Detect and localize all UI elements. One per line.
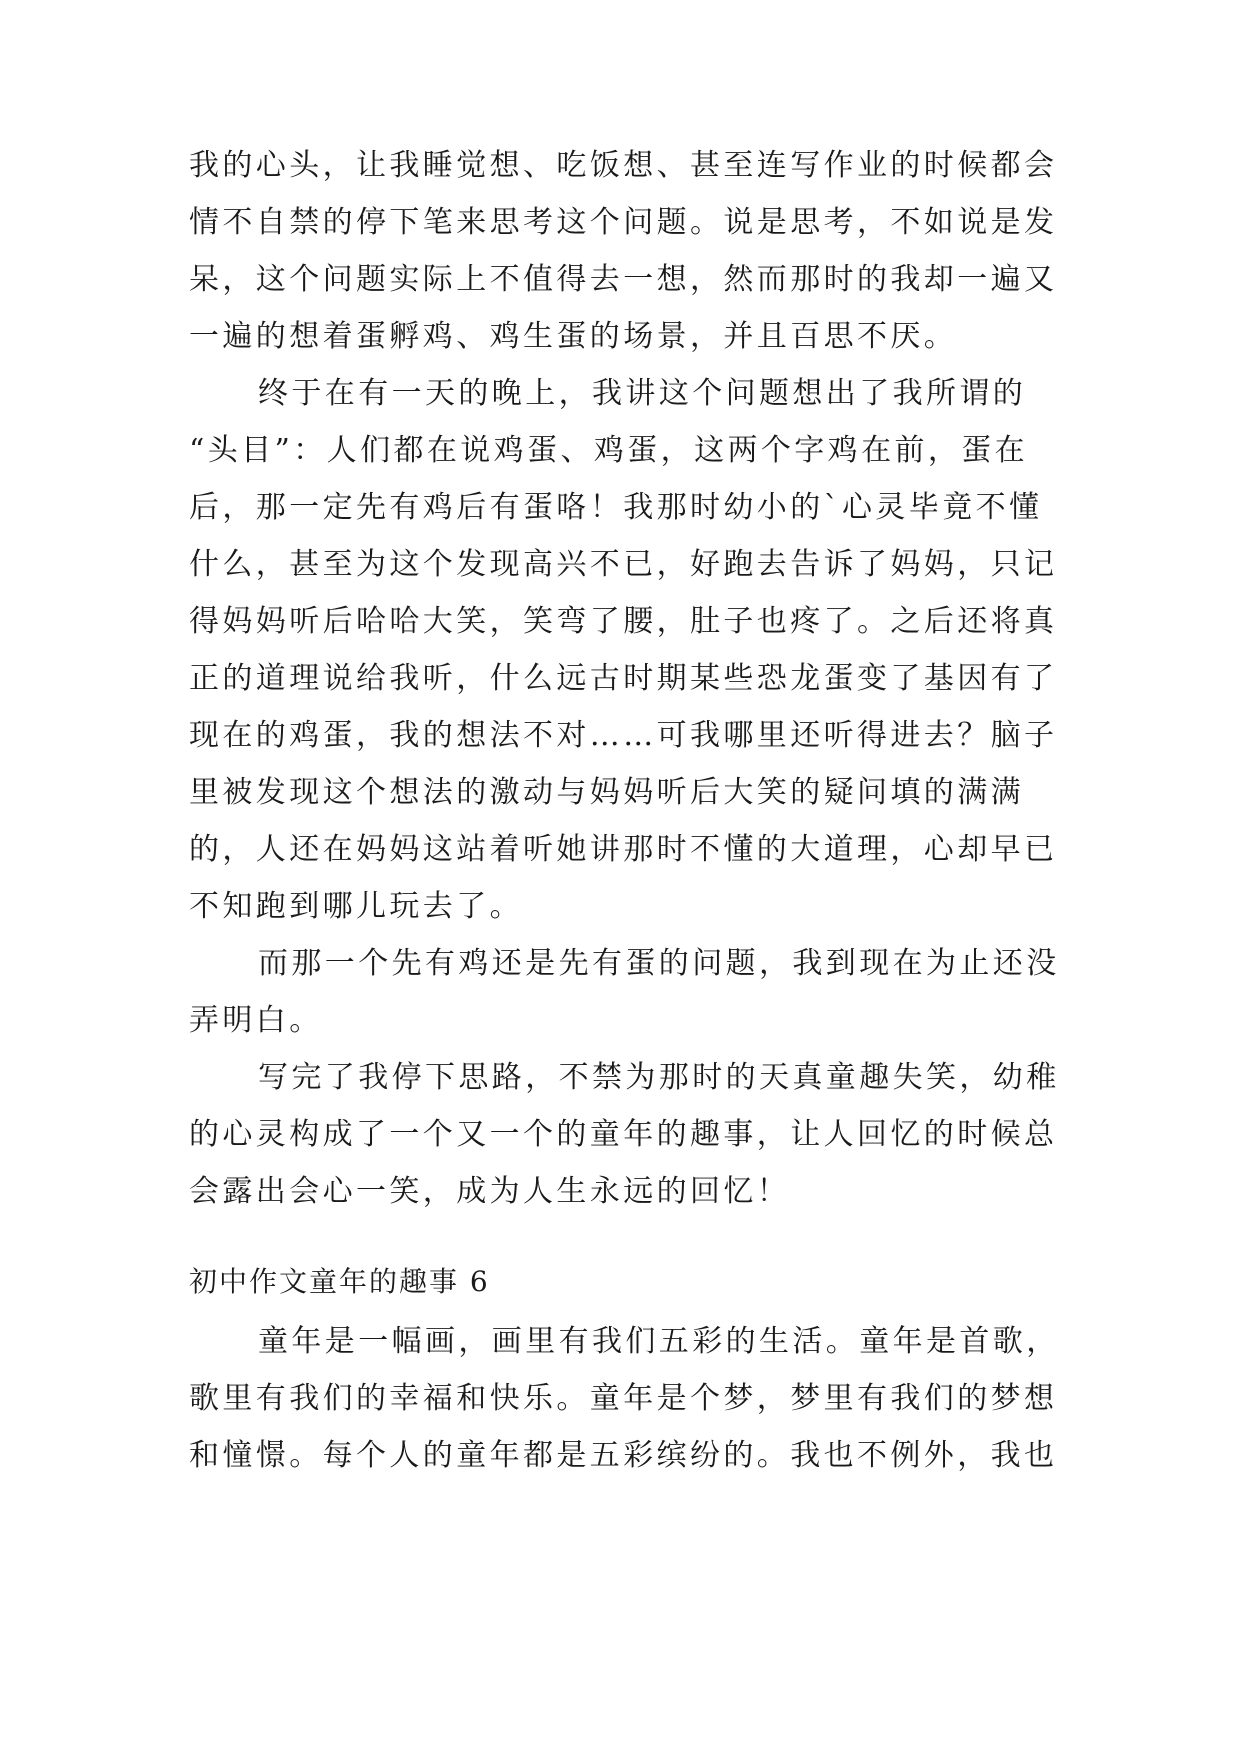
text-line: 的，人还在妈妈这站着听她讲那时不懂的大道理，心却早已	[189, 832, 1058, 867]
text-line: 我的心头，让我睡觉想、吃饭想、甚至连写作业的时候都会	[189, 148, 1058, 183]
paragraph-first-line: 终于在有一天的晚上，我讲这个问题想出了我所谓的	[258, 376, 1027, 411]
paragraph-first-line: 而那一个先有鸡还是先有蛋的问题，我到现在为止还没	[258, 946, 1060, 981]
text-line: 歌里有我们的幸福和快乐。童年是个梦，梦里有我们的梦想	[189, 1381, 1058, 1416]
text-line: 后，那一定先有鸡后有蛋咯！我那时幼小的`心灵毕竟不懂	[189, 490, 1043, 525]
paragraph-first-line: 童年是一幅画，画里有我们五彩的生活。童年是首歌，	[258, 1324, 1060, 1359]
section-heading: 初中作文童年的趣事 6	[189, 1265, 490, 1298]
text-line: 不知跑到哪儿玩去了。	[189, 889, 523, 924]
text-line: 会露出会心一笑，成为人生永远的回忆！	[189, 1174, 791, 1209]
text-line: “头目”：人们都在说鸡蛋、鸡蛋，这两个字鸡在前，蛋在	[189, 433, 1029, 468]
text-line: 正的道理说给我听，什么远古时期某些恐龙蛋变了基因有了	[189, 661, 1058, 696]
text-line: 什么，甚至为这个发现高兴不已，好跑去告诉了妈妈，只记	[189, 547, 1058, 582]
text-line: 情不自禁的停下笔来思考这个问题。说是思考，不如说是发	[189, 205, 1058, 240]
text-line: 和憧憬。每个人的童年都是五彩缤纷的。我也不例外，我也	[189, 1438, 1058, 1473]
text-line: 得妈妈听后哈哈大笑，笑弯了腰，肚子也疼了。之后还将真	[189, 604, 1058, 639]
paragraph-first-line: 写完了我停下思路，不禁为那时的天真童趣失笑，幼稚	[258, 1060, 1060, 1095]
text-line: 的心灵构成了一个又一个的童年的趣事，让人回忆的时候总	[189, 1117, 1058, 1152]
text-line: 一遍的想着蛋孵鸡、鸡生蛋的场景，并且百思不厌。	[189, 319, 958, 354]
text-line: 呆，这个问题实际上不值得去一想，然而那时的我却一遍又	[189, 262, 1058, 297]
text-line: 现在的鸡蛋，我的想法不对……可我哪里还听得进去？脑子	[189, 718, 1058, 753]
text-line: 弄明白。	[189, 1003, 323, 1038]
text-line: 里被发现这个想法的激动与妈妈听后大笑的疑问填的满满	[189, 775, 1024, 810]
